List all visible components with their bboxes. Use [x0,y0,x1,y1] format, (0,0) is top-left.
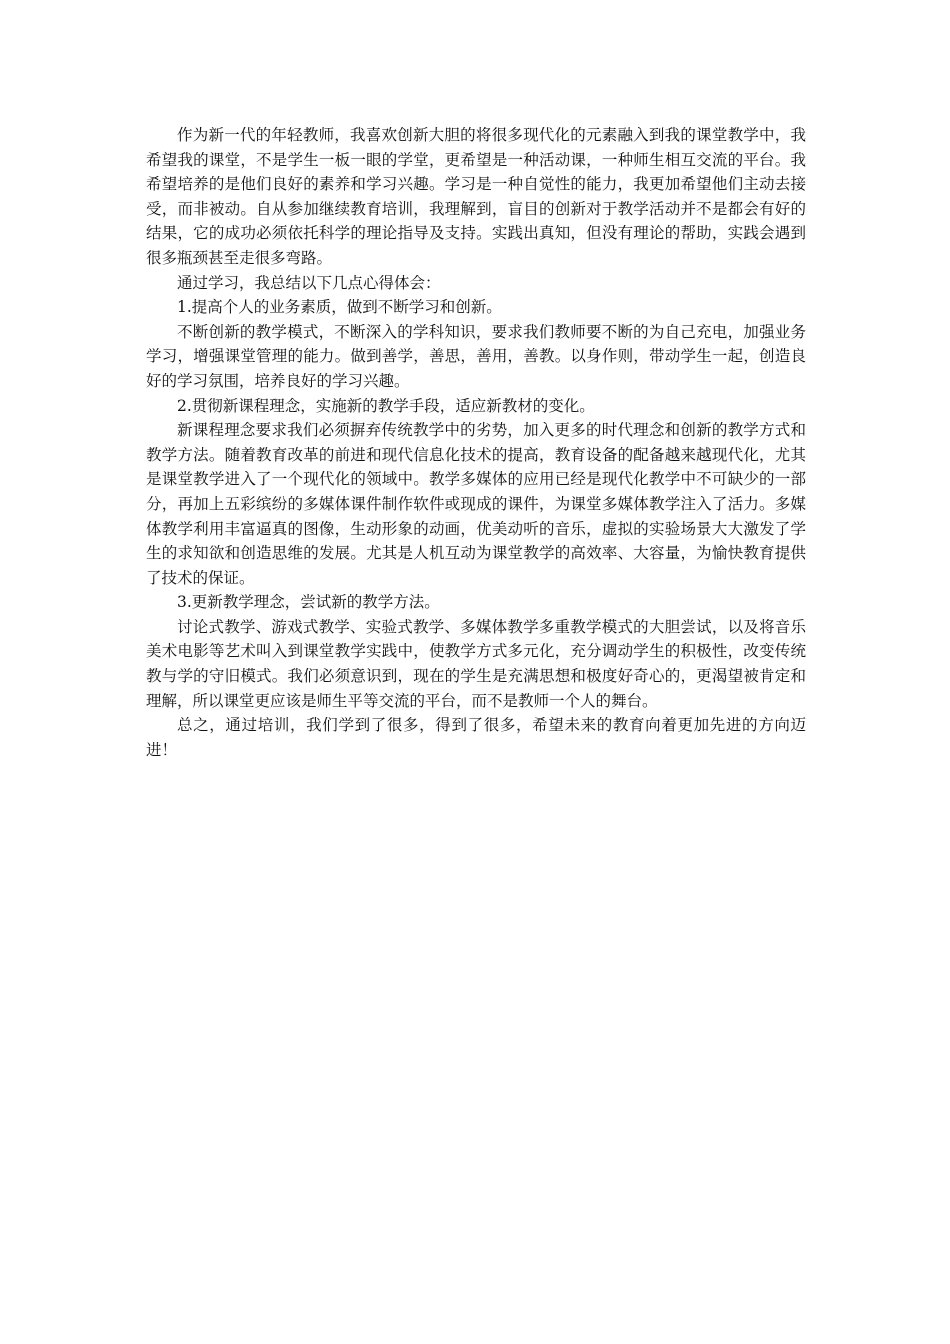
paragraph-conclusion: 总之，通过培训，我们学到了很多，得到了很多，希望未来的教育向着更加先进的方向迈进！ [146,716,806,759]
paragraph-point-3: 讨论式教学、游戏式教学、实验式教学、多媒体教学多重教学模式的大胆尝试，以及将音乐美术电影等艺术叫入到课堂教学实践中，使教学方式多元化，充分调动学生的积极性，改变传统教与学的守旧模式。我们必须意识到，现在的学生是充满思想和极度好奇心的，更渴望被肯定和理解，所以课堂更应该是师生平等交流的平台，而不是教师一个人的舞台。 [146,617,806,710]
paragraph-point-2: 新课程理念要求我们必须摒弃传统教学中的劣势，加入更多的时代理念和创新的教学方式和教学方法。随着教育改革的前进和现代信息化技术的提高，教育设备的配备越来越现代化，尤其是课堂教学进入了一个现代化的领域中。教学多媒体的应用已经是现代化教学中不可缺少的一部分，再加上五彩缤纷的多媒体课件制作软件或现成的课件，为课堂多媒体教学注入了活力。多媒体教学利用丰富逼真的图像，生动形象的动画，优美动听的音乐，虚拟的实验场景大大激发了学生的求知欲和创造思维的发展。尤其是人机互动为课堂教学的高效率、大容量，为愉快教育提供了技术的保证。 [146,421,806,587]
paragraph-summary-lead: 通过学习，我总结以下几点心得体会： [177,273,441,292]
paragraph-point-1: 不断创新的教学模式，不断深入的学科知识，要求我们教师要不断的为自己充电，加强业务学习，增强课堂管理的能力。做到善学，善思，善用，善教。以身作则，带动学生一起，创造良好的学习氛围，培养良好的学习兴趣。 [146,322,806,390]
heading-point-2: 2.贯彻新课程理念，实施新的教学手段，适应新教材的变化。 [177,396,595,415]
document-body [146,123,806,762]
heading-point-3: 3.更新教学理念，尝试新的教学方法。 [177,593,440,612]
heading-point-1: 1.提高个人的业务素质，做到不断学习和创新。 [177,298,502,317]
paragraph-intro: 作为新一代的年轻教师，我喜欢创新大胆的将很多现代化的元素融入到我的课堂教学中，我希望我的课堂，不是学生一板一眼的学堂，更希望是一种活动课，一种师生相互交流的平台。我希望培养的是他们良好的素养和学习兴趣。学习是一种自觉性的能力，我更加希望他们主动去接受，而非被动。自从参加继续教育培训，我理解到，盲目的创新对于教学活动并不是都会有好的结果，它的成功必须依托科学的理论指导及支持。实践出真知，但没有理论的帮助，实践会遇到很多瓶颈甚至走很多弯路。 [146,126,806,267]
